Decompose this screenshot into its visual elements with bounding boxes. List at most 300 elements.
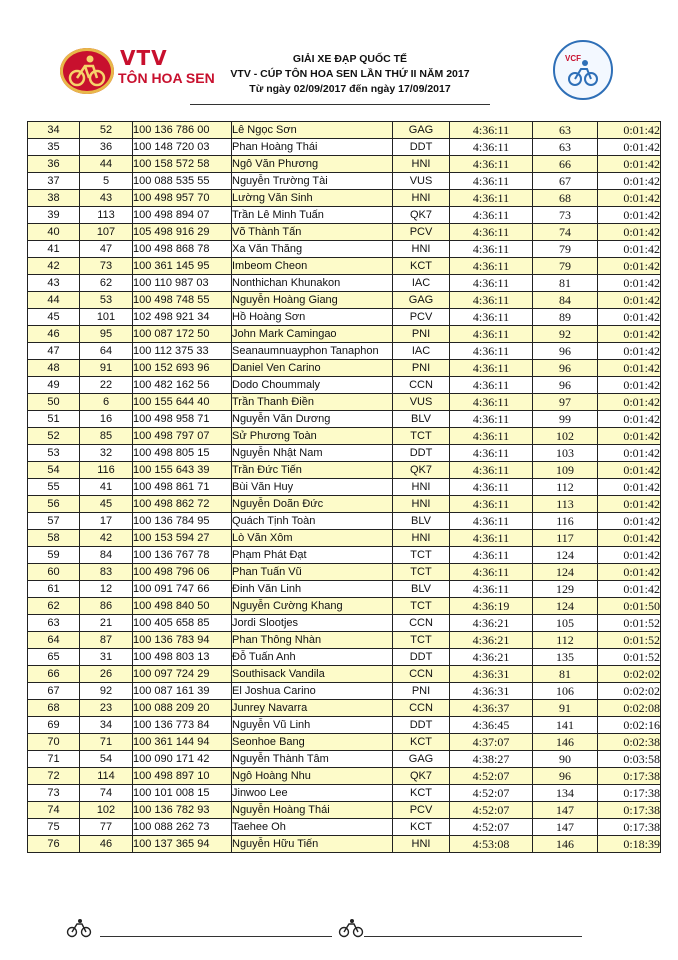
time-cell: 4:36:11 (450, 309, 533, 326)
uci-id-cell: 100 498 957 70 (133, 190, 232, 207)
rider-name-cell: Lê Ngọc Sơn (232, 122, 393, 139)
uci-id-cell: 100 153 594 27 (133, 530, 232, 547)
team-code-cell: BLV (393, 513, 450, 530)
gap-cell: 0:01:42 (598, 207, 661, 224)
rank-cell: 55 (28, 479, 80, 496)
rank-cell: 58 (28, 530, 80, 547)
bib-cell: 113 (80, 207, 133, 224)
uci-id-cell: 100 155 643 39 (133, 462, 232, 479)
table-row (28, 445, 661, 462)
bib-cell: 91 (80, 360, 133, 377)
points-cell: 103 (533, 445, 598, 462)
rider-name-cell: Seanaumnuayphon Tanaphon (232, 343, 393, 360)
rank-cell: 42 (28, 258, 80, 275)
header-divider (190, 104, 490, 105)
gap-cell: 0:01:42 (598, 275, 661, 292)
cyclist-logo-icon (60, 48, 114, 94)
time-cell: 4:36:11 (450, 241, 533, 258)
time-cell: 4:36:11 (450, 173, 533, 190)
cyclist-footer-icon (66, 918, 92, 943)
points-cell: 89 (533, 309, 598, 326)
time-cell: 4:36:11 (450, 547, 533, 564)
bib-cell: 86 (80, 598, 133, 615)
team-code-cell: IAC (393, 343, 450, 360)
time-cell: 4:36:11 (450, 377, 533, 394)
time-cell: 4:36:11 (450, 394, 533, 411)
rank-cell: 72 (28, 768, 80, 785)
table-row (28, 241, 661, 258)
bib-cell: 26 (80, 666, 133, 683)
team-code-cell: KCT (393, 258, 450, 275)
time-cell: 4:36:11 (450, 445, 533, 462)
uci-id-cell: 100 498 894 07 (133, 207, 232, 224)
rank-cell: 76 (28, 836, 80, 853)
team-code-cell: GAG (393, 122, 450, 139)
points-cell: 113 (533, 496, 598, 513)
time-cell: 4:36:45 (450, 717, 533, 734)
rider-name-cell: Taehee Oh (232, 819, 393, 836)
table-row (28, 802, 661, 819)
table-row (28, 156, 661, 173)
table-row (28, 190, 661, 207)
table-row (28, 734, 661, 751)
points-cell: 147 (533, 819, 598, 836)
rider-name-cell: Imbeom Cheon (232, 258, 393, 275)
table-row (28, 530, 661, 547)
table-row (28, 462, 661, 479)
team-code-cell: HNI (393, 836, 450, 853)
time-cell: 4:36:11 (450, 428, 533, 445)
time-cell: 4:36:31 (450, 666, 533, 683)
time-cell: 4:53:08 (450, 836, 533, 853)
table-row (28, 785, 661, 802)
rank-cell: 71 (28, 751, 80, 768)
table-row (28, 326, 661, 343)
gap-cell: 0:01:42 (598, 428, 661, 445)
federation-cyclist-icon (553, 40, 613, 100)
points-cell: 105 (533, 615, 598, 632)
gap-cell: 0:17:38 (598, 785, 661, 802)
table-row (28, 547, 661, 564)
gap-cell: 0:01:42 (598, 411, 661, 428)
uci-id-cell: 100 361 144 94 (133, 734, 232, 751)
points-cell: 68 (533, 190, 598, 207)
rank-cell: 46 (28, 326, 80, 343)
uci-id-cell: 100 498 862 72 (133, 496, 232, 513)
bib-cell: 34 (80, 717, 133, 734)
bib-cell: 42 (80, 530, 133, 547)
table-row (28, 377, 661, 394)
gap-cell: 0:01:42 (598, 224, 661, 241)
points-cell: 81 (533, 666, 598, 683)
gap-cell: 0:01:42 (598, 190, 661, 207)
points-cell: 81 (533, 275, 598, 292)
time-cell: 4:36:11 (450, 190, 533, 207)
rider-name-cell: Nguyễn Văn Dương (232, 411, 393, 428)
footer-signature-line-right (364, 936, 582, 937)
points-cell: 92 (533, 326, 598, 343)
team-code-cell: PCV (393, 802, 450, 819)
uci-id-cell: 100 136 767 78 (133, 547, 232, 564)
uci-id-cell: 105 498 916 29 (133, 224, 232, 241)
team-code-cell: TCT (393, 598, 450, 615)
bib-cell: 45 (80, 496, 133, 513)
bib-cell: 46 (80, 836, 133, 853)
time-cell: 4:36:21 (450, 615, 533, 632)
rider-name-cell: Xa Văn Thăng (232, 241, 393, 258)
table-row (28, 836, 661, 853)
bib-cell: 5 (80, 173, 133, 190)
team-code-cell: CCN (393, 615, 450, 632)
time-cell: 4:52:07 (450, 785, 533, 802)
page-title (210, 52, 490, 97)
rider-name-cell: Nguyễn Trường Tài (232, 173, 393, 190)
bib-cell: 62 (80, 275, 133, 292)
team-code-cell: DDT (393, 649, 450, 666)
team-code-cell: GAG (393, 751, 450, 768)
uci-id-cell: 100 155 644 40 (133, 394, 232, 411)
rider-name-cell: Trần Đức Tiến (232, 462, 393, 479)
gap-cell: 0:01:42 (598, 564, 661, 581)
rider-name-cell: Phạm Phát Đạt (232, 547, 393, 564)
uci-id-cell: 100 498 797 07 (133, 428, 232, 445)
points-cell: 116 (533, 513, 598, 530)
points-cell: 112 (533, 479, 598, 496)
uci-id-cell: 100 091 747 66 (133, 581, 232, 598)
time-cell: 4:36:11 (450, 275, 533, 292)
rider-name-cell: Bùi Văn Huy (232, 479, 393, 496)
gap-cell: 0:01:42 (598, 173, 661, 190)
points-cell: 124 (533, 598, 598, 615)
rank-cell: 47 (28, 343, 80, 360)
time-cell: 4:52:07 (450, 768, 533, 785)
rider-name-cell: Nguyễn Nhật Nam (232, 445, 393, 462)
gap-cell: 0:02:08 (598, 700, 661, 717)
uci-id-cell: 100 498 958 71 (133, 411, 232, 428)
bib-cell: 52 (80, 122, 133, 139)
title-line-3: Từ ngày 02/09/2017 đến ngày 17/09/2017 (249, 83, 451, 95)
team-code-cell: KCT (393, 819, 450, 836)
uci-id-cell: 100 498 897 10 (133, 768, 232, 785)
rank-cell: 60 (28, 564, 80, 581)
rank-cell: 62 (28, 598, 80, 615)
rider-name-cell: Nguyễn Hoàng Thái (232, 802, 393, 819)
team-code-cell: VUS (393, 394, 450, 411)
points-cell: 141 (533, 717, 598, 734)
bib-cell: 102 (80, 802, 133, 819)
rank-cell: 36 (28, 156, 80, 173)
time-cell: 4:38:27 (450, 751, 533, 768)
bib-cell: 31 (80, 649, 133, 666)
team-code-cell: PCV (393, 309, 450, 326)
points-cell: 129 (533, 581, 598, 598)
bib-cell: 41 (80, 479, 133, 496)
rank-cell: 53 (28, 445, 80, 462)
points-cell: 135 (533, 649, 598, 666)
rank-cell: 56 (28, 496, 80, 513)
rider-name-cell: Quách Tịnh Toàn (232, 513, 393, 530)
table-row (28, 207, 661, 224)
bib-cell: 83 (80, 564, 133, 581)
bib-cell: 32 (80, 445, 133, 462)
rider-name-cell: Phan Tuấn Vũ (232, 564, 393, 581)
gap-cell: 0:17:38 (598, 768, 661, 785)
bib-cell: 44 (80, 156, 133, 173)
uci-id-cell: 100 158 572 58 (133, 156, 232, 173)
uci-id-cell: 100 137 365 94 (133, 836, 232, 853)
points-cell: 102 (533, 428, 598, 445)
rider-name-cell: Trần Lê Minh Tuấn (232, 207, 393, 224)
team-code-cell: TCT (393, 547, 450, 564)
gap-cell: 0:02:02 (598, 666, 661, 683)
gap-cell: 0:01:42 (598, 547, 661, 564)
ton-hoa-sen-brand-text: TÔN HOA SEN (118, 70, 215, 86)
uci-id-cell: 100 498 805 15 (133, 445, 232, 462)
uci-id-cell: 100 482 162 56 (133, 377, 232, 394)
points-cell: 79 (533, 241, 598, 258)
points-cell: 63 (533, 122, 598, 139)
rider-name-cell: Hồ Hoàng Sơn (232, 309, 393, 326)
points-cell: 146 (533, 836, 598, 853)
rank-cell: 61 (28, 581, 80, 598)
rider-name-cell: Đinh Văn Linh (232, 581, 393, 598)
table-row (28, 598, 661, 615)
table-row (28, 173, 661, 190)
federation-logo-text: VCF (565, 54, 581, 63)
rider-name-cell: John Mark Camingao (232, 326, 393, 343)
team-code-cell: IAC (393, 275, 450, 292)
bib-cell: 114 (80, 768, 133, 785)
gap-cell: 0:01:42 (598, 292, 661, 309)
rider-name-cell: Nguyễn Doãn Đức (232, 496, 393, 513)
time-cell: 4:36:11 (450, 139, 533, 156)
rank-cell: 63 (28, 615, 80, 632)
rider-name-cell: Phan Thông Nhàn (232, 632, 393, 649)
points-cell: 96 (533, 377, 598, 394)
bib-cell: 54 (80, 751, 133, 768)
gap-cell: 0:01:52 (598, 649, 661, 666)
rank-cell: 41 (28, 241, 80, 258)
table-row (28, 581, 661, 598)
gap-cell: 0:02:16 (598, 717, 661, 734)
rank-cell: 43 (28, 275, 80, 292)
table-row (28, 700, 661, 717)
team-code-cell: PCV (393, 224, 450, 241)
table-row (28, 275, 661, 292)
points-cell: 63 (533, 139, 598, 156)
table-row (28, 479, 661, 496)
uci-id-cell: 100 136 782 93 (133, 802, 232, 819)
time-cell: 4:36:11 (450, 207, 533, 224)
table-row (28, 615, 661, 632)
points-cell: 96 (533, 360, 598, 377)
table-row (28, 343, 661, 360)
rider-name-cell: Nonthichan Khunakon (232, 275, 393, 292)
rider-name-cell: Daniel Ven Carino (232, 360, 393, 377)
rank-cell: 50 (28, 394, 80, 411)
rank-cell: 35 (28, 139, 80, 156)
rider-name-cell: Seonhoe Bang (232, 734, 393, 751)
table-row (28, 819, 661, 836)
team-code-cell: CCN (393, 700, 450, 717)
team-code-cell: HNI (393, 190, 450, 207)
rank-cell: 73 (28, 785, 80, 802)
rank-cell: 38 (28, 190, 80, 207)
team-code-cell: TCT (393, 428, 450, 445)
rank-cell: 67 (28, 683, 80, 700)
time-cell: 4:36:11 (450, 122, 533, 139)
uci-id-cell: 100 110 987 03 (133, 275, 232, 292)
time-cell: 4:36:19 (450, 598, 533, 615)
uci-id-cell: 100 361 145 95 (133, 258, 232, 275)
uci-id-cell: 100 148 720 03 (133, 139, 232, 156)
points-cell: 147 (533, 802, 598, 819)
rider-name-cell: Phan Hoàng Thái (232, 139, 393, 156)
bib-cell: 16 (80, 411, 133, 428)
signature-footer (0, 912, 678, 952)
document-header (0, 0, 678, 118)
team-code-cell: PNI (393, 360, 450, 377)
gap-cell: 0:01:42 (598, 445, 661, 462)
gap-cell: 0:01:42 (598, 360, 661, 377)
bib-cell: 85 (80, 428, 133, 445)
gap-cell: 0:17:38 (598, 819, 661, 836)
table-row (28, 122, 661, 139)
table-row (28, 411, 661, 428)
uci-id-cell: 100 112 375 33 (133, 343, 232, 360)
team-code-cell: HNI (393, 496, 450, 513)
points-cell: 117 (533, 530, 598, 547)
time-cell: 4:36:11 (450, 479, 533, 496)
team-code-cell: GAG (393, 292, 450, 309)
bib-cell: 77 (80, 819, 133, 836)
table-row (28, 666, 661, 683)
bib-cell: 84 (80, 547, 133, 564)
uci-id-cell: 100 498 803 13 (133, 649, 232, 666)
points-cell: 74 (533, 224, 598, 241)
vtv-brand-text: VTV (120, 46, 168, 70)
footer-signature-line-left (100, 936, 332, 937)
team-code-cell: PNI (393, 683, 450, 700)
uci-id-cell: 100 088 209 20 (133, 700, 232, 717)
bib-cell: 12 (80, 581, 133, 598)
bib-cell: 101 (80, 309, 133, 326)
gap-cell: 0:01:42 (598, 377, 661, 394)
table-row (28, 258, 661, 275)
gap-cell: 0:01:42 (598, 258, 661, 275)
rider-name-cell: Jordi Slootjes (232, 615, 393, 632)
rank-cell: 66 (28, 666, 80, 683)
table-row (28, 717, 661, 734)
team-code-cell: CCN (393, 666, 450, 683)
rank-cell: 54 (28, 462, 80, 479)
rider-name-cell: Sử Phương Toàn (232, 428, 393, 445)
gap-cell: 0:17:38 (598, 802, 661, 819)
table-row (28, 360, 661, 377)
rank-cell: 68 (28, 700, 80, 717)
points-cell: 134 (533, 785, 598, 802)
team-code-cell: KCT (393, 734, 450, 751)
rider-name-cell: Lò Văn Xôm (232, 530, 393, 547)
time-cell: 4:36:11 (450, 462, 533, 479)
time-cell: 4:36:11 (450, 258, 533, 275)
rank-cell: 37 (28, 173, 80, 190)
bib-cell: 73 (80, 258, 133, 275)
bib-cell: 74 (80, 785, 133, 802)
gap-cell: 0:01:42 (598, 581, 661, 598)
rider-name-cell: Trần Thanh Điền (232, 394, 393, 411)
uci-id-cell: 100 097 724 29 (133, 666, 232, 683)
gap-cell: 0:02:02 (598, 683, 661, 700)
bib-cell: 53 (80, 292, 133, 309)
rider-name-cell: Dodo Choummaly (232, 377, 393, 394)
team-code-cell: HNI (393, 479, 450, 496)
team-code-cell: HNI (393, 156, 450, 173)
rider-name-cell: Võ Thành Tấn (232, 224, 393, 241)
bib-cell: 6 (80, 394, 133, 411)
points-cell: 106 (533, 683, 598, 700)
team-code-cell: QK7 (393, 462, 450, 479)
table-row (28, 309, 661, 326)
time-cell: 4:36:11 (450, 343, 533, 360)
time-cell: 4:36:31 (450, 683, 533, 700)
uci-id-cell: 100 136 783 94 (133, 632, 232, 649)
title-line-2: VTV - CÚP TÔN HOA SEN LẦN THỨ II NĂM 2017 (230, 68, 470, 80)
bib-cell: 43 (80, 190, 133, 207)
team-code-cell: HNI (393, 241, 450, 258)
table-row (28, 751, 661, 768)
time-cell: 4:36:11 (450, 326, 533, 343)
table-row (28, 139, 661, 156)
bib-cell: 21 (80, 615, 133, 632)
gap-cell: 0:01:42 (598, 241, 661, 258)
uci-id-cell: 100 136 773 84 (133, 717, 232, 734)
rider-name-cell: Nguyễn Thành Tâm (232, 751, 393, 768)
gap-cell: 0:01:42 (598, 156, 661, 173)
table-row (28, 683, 661, 700)
uci-id-cell: 100 101 008 15 (133, 785, 232, 802)
gap-cell: 0:02:38 (598, 734, 661, 751)
bib-cell: 87 (80, 632, 133, 649)
points-cell: 99 (533, 411, 598, 428)
points-cell: 96 (533, 768, 598, 785)
time-cell: 4:36:21 (450, 632, 533, 649)
bib-cell: 17 (80, 513, 133, 530)
uci-id-cell: 100 405 658 85 (133, 615, 232, 632)
bib-cell: 64 (80, 343, 133, 360)
table-row (28, 428, 661, 445)
table-row (28, 224, 661, 241)
bib-cell: 107 (80, 224, 133, 241)
bib-cell: 116 (80, 462, 133, 479)
rider-name-cell: Nguyễn Hoàng Giang (232, 292, 393, 309)
points-cell: 73 (533, 207, 598, 224)
points-cell: 79 (533, 258, 598, 275)
rank-cell: 40 (28, 224, 80, 241)
rider-name-cell: Junrey Navarra (232, 700, 393, 717)
points-cell: 146 (533, 734, 598, 751)
points-cell: 124 (533, 547, 598, 564)
team-code-cell: PNI (393, 326, 450, 343)
bib-cell: 36 (80, 139, 133, 156)
uci-id-cell: 100 136 784 95 (133, 513, 232, 530)
gap-cell: 0:01:52 (598, 632, 661, 649)
uci-id-cell: 100 088 535 55 (133, 173, 232, 190)
rank-cell: 44 (28, 292, 80, 309)
uci-id-cell: 100 498 840 50 (133, 598, 232, 615)
rank-cell: 59 (28, 547, 80, 564)
gap-cell: 0:01:42 (598, 122, 661, 139)
